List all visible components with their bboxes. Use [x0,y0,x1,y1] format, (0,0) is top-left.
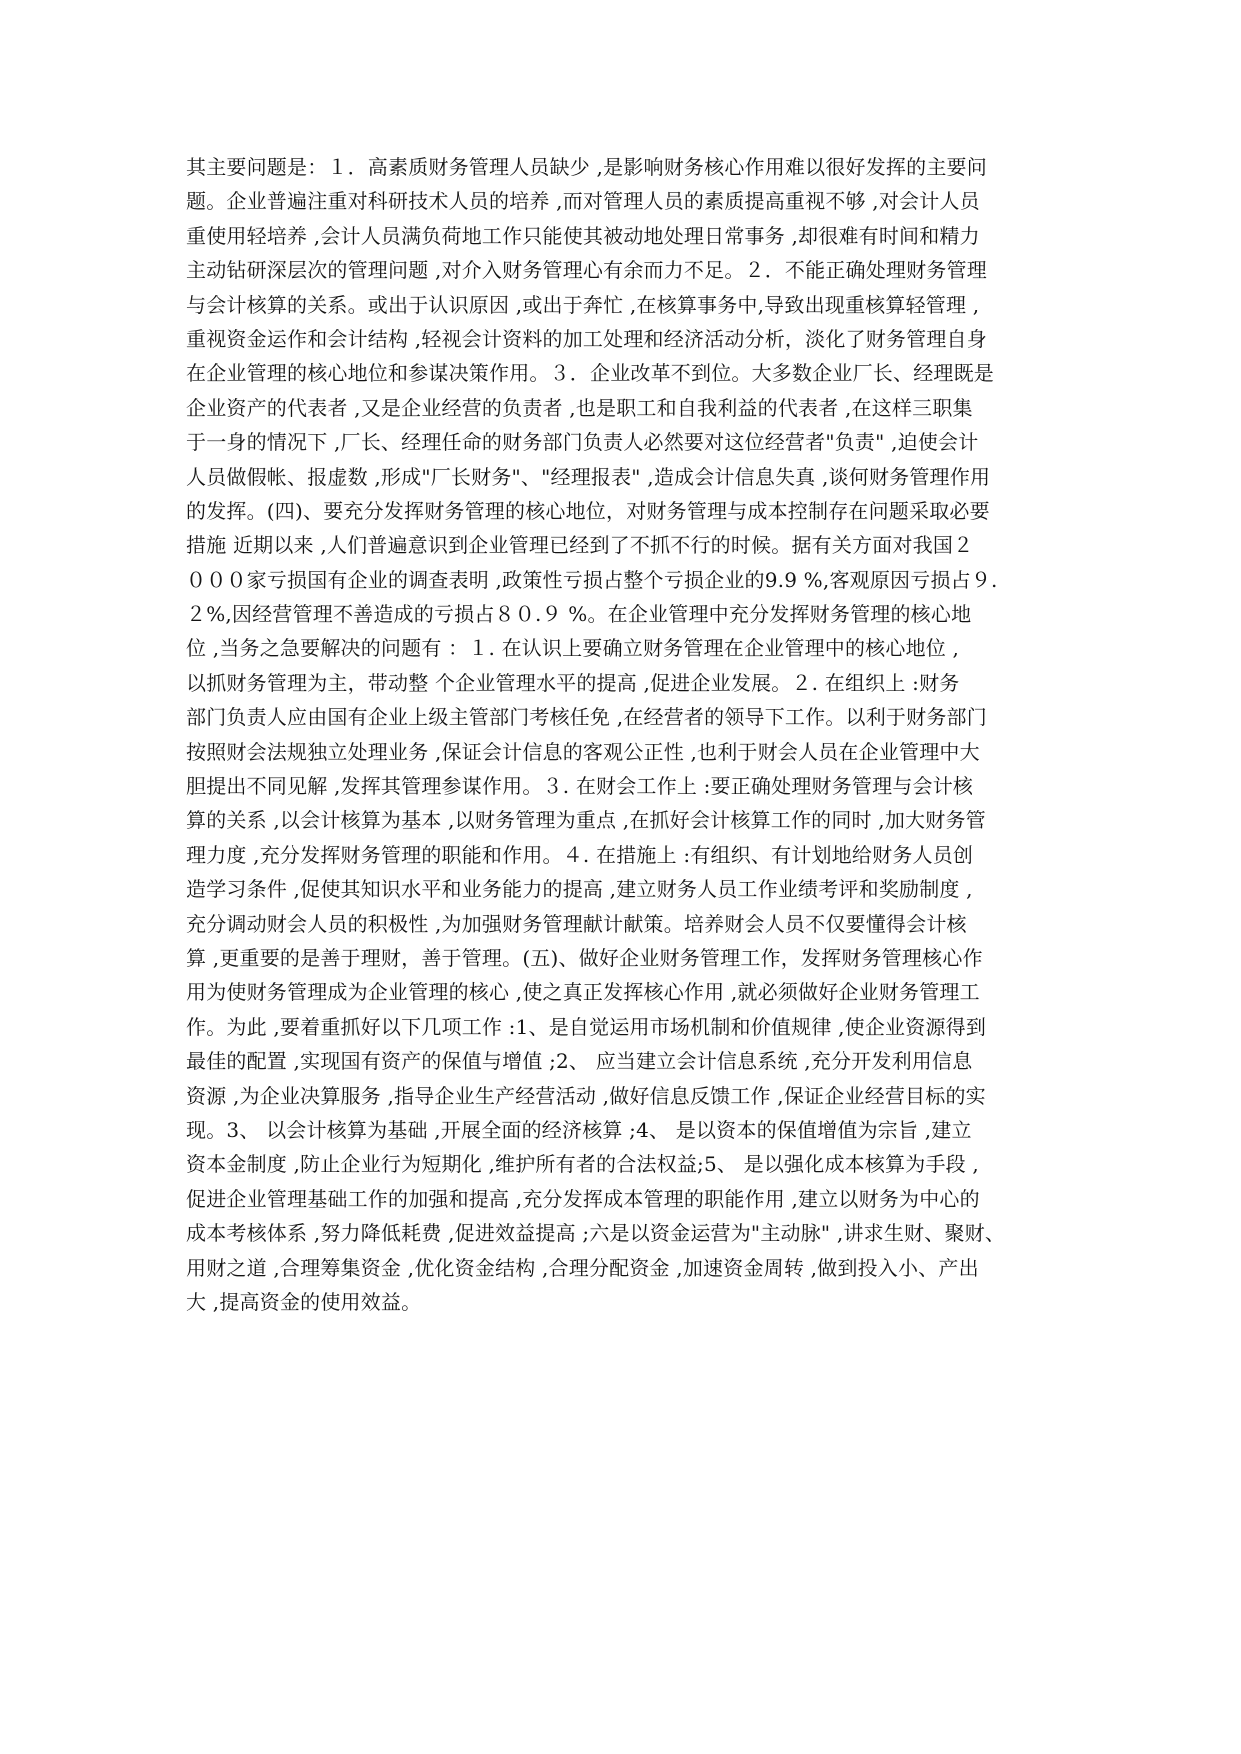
text-line: 企业资产的代表者 ,又是企业经营的负责者 ,也是职工和自我利益的代表者 ,在这样三职集 [186,395,973,420]
text-line: 于一身的情况下 ,厂长、经理任命的财务部门负责人必然要对这位经营者"负责" ,迫使会计 [186,430,979,455]
text-line: 用财之道 ,合理筹集资金 ,优化资金结构 ,合理分配资金 ,加速资金周转 ,做到投入小、产出 [186,1255,979,1280]
text-line: 主动钻研深层次的管理问题 ,对介入财务管理心有余而力不足。２．不能正确处理财务管理 [186,258,987,283]
text-line: 位 ,当务之急要解决的问题有 ：１. 在认识上要确立财务管理在企业管理中的核心地位 , [186,636,960,661]
text-line: 资本金制度 ,防止企业行为短期化 ,维护所有者的合法权益;5、 是以强化成本核算为手段 , [186,1152,979,1177]
text-line: 人员做假帐、报虚数 ,形成"厂长财务"、"经理报表" ,造成会计信息失真 ,谈何财务管理作用 [186,464,991,489]
text-line: 与会计核算的关系。或出于认识原因 ,或出于奔忙 ,在核算事务中,导致出现重核算轻管理 , [186,292,980,317]
text-line: 重视资金运作和会计结构 ,轻视会计资料的加工处理和经济活动分析，淡化了财务管理自身 [186,326,987,351]
text-line: 胆提出不同见解 ,发挥其管理参谋作用。３. 在财会工作上 :要正确处理财务管理与会计核 [186,774,974,799]
text-line: 重使用轻培养 ,会计人员满负荷地工作只能使其被动地处理日常事务 ,却很难有时间和精力 [186,223,980,248]
text-line: 在企业管理的核心地位和参谋决策作用。３．企业改革不到位。大多数企业厂长、经理既是 [186,361,994,386]
text-line: 部门负责人应由国有企业上级主管部门考核任免 ,在经营者的领导下工作。以利于财务部门 [186,705,987,730]
body-text [186,150,1066,1319]
text-line: 以抓财务管理为主，带动整 个企业管理水平的提高 ,促进企业发展。２. 在组织上 :财务 [186,670,960,695]
text-line: ０００家亏损国有企业的调查表明 ,政策性亏损占整个亏损企业的9.9 %,客观原因亏损占９. [186,567,998,592]
text-line: ２%,因经营管理不善造成的亏损占８０.９ %。在企业管理中充分发挥财务管理的核心地 [186,602,972,627]
text-line: 最佳的配置 ,实现国有资产的保值与增值 ;2、 应当建立会计信息系统 ,充分开发利用信息 [186,1049,973,1074]
text-line: 措施 近期以来 ,人们普遍意识到企业管理已经到了不抓不行的时候。据有关方面对我国２ [186,533,974,558]
text-line: 充分调动财会人员的积极性 ,为加强财务管理献计献策。培养财会人员不仅要懂得会计核 [186,911,967,936]
text-line: 用为使财务管理成为企业管理的核心 ,使之真正发挥核心作用 ,就必须做好企业财务管理工 [186,980,980,1005]
text-line: 成本考核体系 ,努力降低耗费 ,促进效益提高 ;六是以资金运营为"主动脉" ,讲求生财、聚财、 [186,1221,1006,1246]
text-line: 现。3、 以会计核算为基础 ,开展全面的经济核算 ;4、 是以资本的保值增值为宗旨 ,建立 [186,1117,972,1142]
text-line: 其主要问题是：１．高素质财务管理人员缺少 ,是影响财务核心作用难以很好发挥的主要问 [186,155,987,179]
text-line: 作。为此 ,要着重抓好以下几项工作 :1、是自觉运用市场机制和价值规律 ,使企业资源得到 [186,1014,987,1039]
text-line: 促进企业管理基础工作的加强和提高 ,充分发挥成本管理的职能作用 ,建立以财务为中心的 [186,1186,980,1211]
text-line: 算 ,更重要的是善于理财，善于管理。(五)、做好企业财务管理工作，发挥财务管理核心作 [186,945,983,970]
text-line: 算的关系 ,以会计核算为基本 ,以财务管理为重点 ,在抓好会计核算工作的同时 ,加大财务管 [186,808,986,833]
text-line: 大 ,提高资金的使用效益。 [186,1289,422,1314]
text-line: 造学习条件 ,促使其知识水平和业务能力的提高 ,建立财务人员工作业绩考评和奖励制度 , [186,877,973,902]
text-line: 按照财会法规独立处理业务 ,保证会计信息的客观公正性 ,也利于财会人员在企业管理中大 [186,739,980,764]
text-line: 题。企业普遍注重对科研技术人员的培养 ,而对管理人员的素质提高重视不够 ,对会计人员 [186,189,980,214]
text-line: 理力度 ,充分发挥财务管理的职能和作用。４. 在措施上 :有组织、有计划地给财务人员创 [186,842,974,867]
text-line: 的发挥。(四)、要充分发挥财务管理的核心地位，对财务管理与成本控制存在问题采取必要 [186,498,990,523]
text-line: 资源 ,为企业决算服务 ,指导企业生产经营活动 ,做好信息反馈工作 ,保证企业经营目标的实 [186,1083,986,1108]
